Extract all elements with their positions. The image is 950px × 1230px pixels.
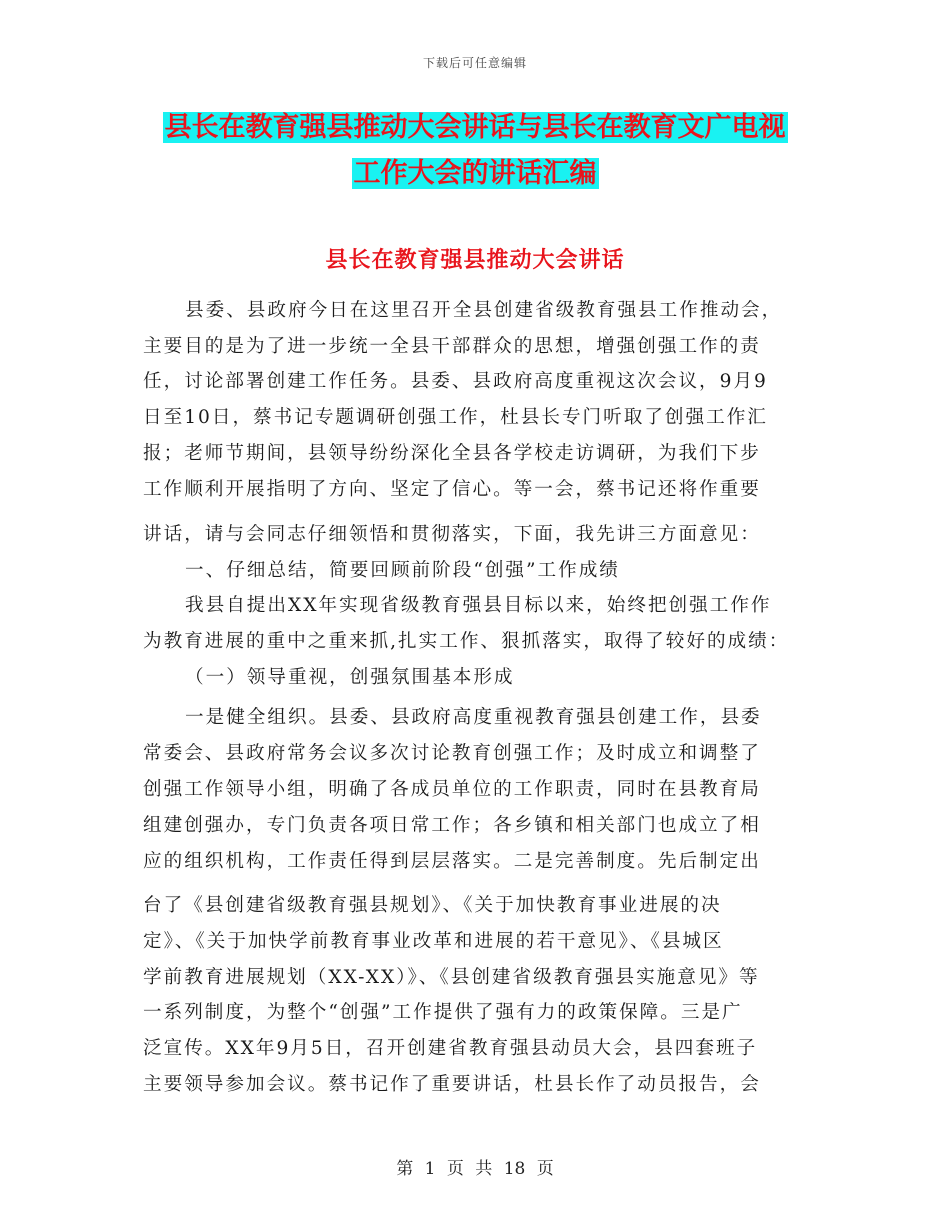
body-line: 学前教育进展规划（XX-XX）》、《县创建省级教育强县实施意见》等 bbox=[143, 967, 760, 988]
body-line: 任，讨论部署创建工作任务。县委、县政府高度重视这次会议，9月9 bbox=[143, 371, 768, 392]
body-line: 主要领导参加会议。蔡书记作了重要讲话，杜县长作了动员报告，会 bbox=[143, 1074, 761, 1095]
body-line: 应的组织机构，工作责任得到层层落实。二是完善制度。先后制定出 bbox=[143, 851, 761, 872]
body-line: 一、仔细总结，简要回顾前阶段“创强”工作成绩 bbox=[185, 560, 620, 581]
body-line: 组建创强办，专门负责各项日常工作；各乡镇和相关部门也成立了相 bbox=[143, 815, 761, 836]
document-title-line-2 bbox=[0, 154, 950, 194]
body-line: （一）领导重视，创强氛围基本形成 bbox=[185, 667, 515, 688]
body-line: 日至10日，蔡书记专题调研创强工作，杜县长专门听取了创强工作汇 bbox=[143, 407, 768, 428]
body-line: 定》、《关于加快学前教育事业改革和进展的若干意见》、《县城区 bbox=[143, 931, 724, 952]
body-line: 工作顺利开展指明了方向、坚定了信心。等一会，蔡书记还将作重要 bbox=[143, 479, 761, 500]
body-line: 主要目的是为了进一步统一全县干部群众的思想，增强创强工作的责 bbox=[143, 336, 761, 357]
body-line: 一是健全组织。县委、县政府高度重视教育强县创建工作，县委 bbox=[185, 707, 762, 728]
body-line: 一系列制度，为整个“创强”工作提供了强有力的政策保障。三是广 bbox=[143, 1002, 743, 1023]
document-title-text-2: 工作大会的讲话汇编 bbox=[353, 158, 597, 189]
page-number-footer: 第 1 页 共 18 页 bbox=[396, 1159, 554, 1179]
body-line: 县委、县政府今日在这里召开全县创建省级教育强县工作推动会， bbox=[185, 300, 783, 321]
document-title-text-1: 县长在教育强县推动大会讲话与县长在教育文广电视 bbox=[164, 112, 786, 143]
body-line: 创强工作领导小组，明确了各成员单位的工作职责，同时在县教育局 bbox=[143, 779, 761, 800]
body-line: 为教育进展的重中之重来抓,扎实工作、狠抓落实，取得了较好的成绩： bbox=[143, 631, 790, 652]
body-line: 台了《县创建省级教育强县规划》、《关于加快教育事业进展的决 bbox=[143, 895, 722, 916]
header-note: 下载后可任意编辑 bbox=[422, 56, 527, 70]
body-line: 我县自提出XX年实现省级教育强县目标以来，始终把创强工作作 bbox=[185, 595, 772, 616]
section-title: 县长在教育强县推动大会讲话 bbox=[325, 248, 625, 273]
body-line: 泛宣传。XX年9月5日，召开创建省教育强县动员大会，县四套班子 bbox=[143, 1038, 758, 1059]
body-line: 讲话，请与会同志仔细领悟和贯彻落实，下面，我先讲三方面意见： bbox=[143, 524, 761, 545]
body-line: 报；老师节期间，县领导纷纷深化全县各学校走访调研，为我们下步 bbox=[143, 443, 761, 464]
body-line: 常委会、县政府常务会议多次讨论教育创强工作；及时成立和调整了 bbox=[143, 743, 761, 764]
document-title-line-1 bbox=[0, 108, 950, 148]
